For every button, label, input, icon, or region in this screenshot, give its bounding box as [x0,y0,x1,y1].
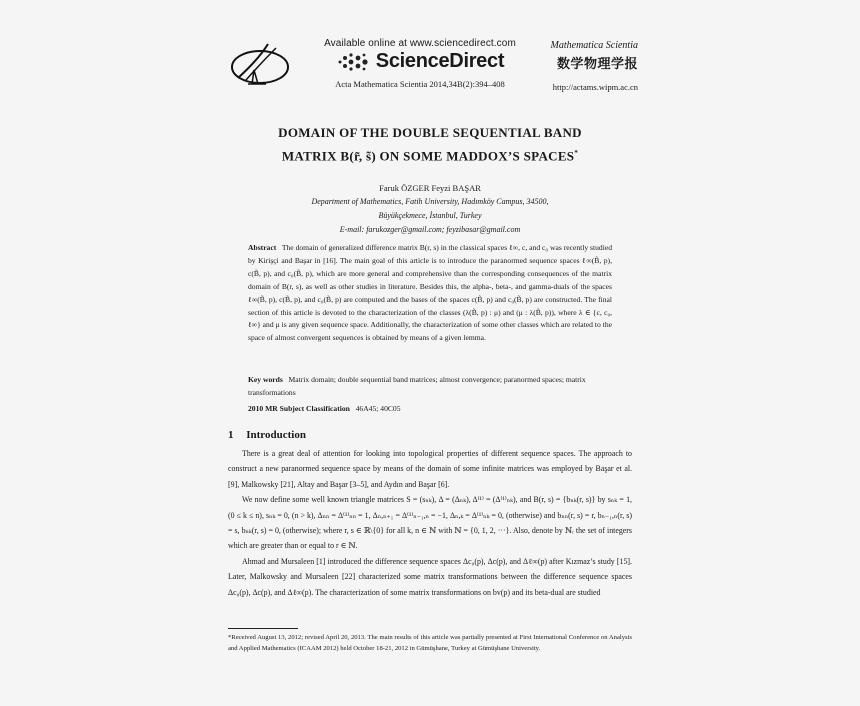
paper-header [228,38,638,108]
title-line-1: DOMAIN OF THE DOUBLE SEQUENTIAL BAND [278,125,582,140]
section-title: Introduction [246,429,306,441]
section-heading [228,429,306,441]
paragraph-2: We now define some well known triangle matrices S = (sₙₖ), Δ = (Δₙₖ), Δ⁽¹⁾ = (Δ⁽¹⁾ₙₖ), and B(r, s) = {bₙₖ(r, s)} by sₙₖ = 1, (0 ≤ k ≤ n), sₙₖ = 0, (n > k), Δₙₙ = Δ⁽¹⁾ₙₙ = 1, Δₙ,ₙ₊₁ = Δ⁽¹⁾ₙ₋₁,ₙ = −1, Δₙ,ₖ = Δ⁽¹⁾ₙₖ = 0, (otherwise) and bₙₙ(r, s) = r, bₙ₋₁,ₙ(r, s) = s, bₙₖ(r, s) = 0, (otherwise); where r, s ∈ ℝ\{0} for all k, n ∈ ℕ with ℕ = {0, 1, 2, ···}. Also, denote by ℕᵣ the set of integers which are greater than or equal to r ∈ ℕ. [228,495,632,551]
keywords [248,373,612,399]
sciencedirect-dots-icon [336,52,370,72]
journal-citation: Acta Mathematica Scientia 2014,34B(2):394–408 [335,79,505,89]
keywords-label: Key words [248,375,283,384]
sciencedirect-block [310,38,530,89]
abstract [248,242,612,345]
msc-classification [248,404,612,413]
keywords-text: Matrix domain; double sequential band matrices; almost convergence; paranormed spaces; matrix transformations [248,375,586,397]
author-email: E-mail: farukozger@gmail.com; feyzibasar@gmail.com [339,225,521,234]
journal-url: http://actams.wipm.ac.cn [552,82,638,92]
abstract-label: Abstract [248,243,277,252]
body-text [228,446,632,600]
affiliation-line-1: Department of Mathematics, Fatih University, Hadımköy Campus, 34500, [311,197,549,206]
author-block [228,181,632,237]
section-number: 1 [228,429,234,441]
journal-latin-name: Mathematica Scientia [550,40,638,51]
abstract-text: The domain of generalized difference matrix B(r, s) in the classical spaces ℓ∞, c, and c₀ was recently studied by Kirişçi and Başar in [16]. The main goal of this article is to introduce the paranormed sequence spaces ℓ∞(B̃, p), c(B̃, p), and c₀(B̃, p), which are more general and comprehensive than the corresponding consequences of the matrix domain of B(r, s), as well as other studies in literature. Besides this, the alpha-, beta-, and gamma-duals of the spaces ℓ∞(B̃, p), c(B̃, p), and c₀(B̃, p) are computed and the bases of the spaces c(B̃, p) and c₀(B̃, p) are constructed. The final section of this article is devoted to the characterization of the classes (λ(B̃, p) : μ) and (μ : λ(B̃, p)), where λ ∈ {c, c₀, ℓ∞} and μ is any given sequence space. Additionally, the characterization of some other classes which are related to the space of almost convergent sequences is obtained by means of a given lemma. [248,243,612,343]
author-names: Faruk ÖZGER Feyzi BAŞAR [379,183,481,193]
title-footnote-mark: * [574,149,579,157]
paragraph-1: There is a great deal of attention for looking into topological properties of different sequence spaces. The approach to construct a new paranormed sequence space by means of the domain of some infinite matrices was employed by Başar et al. [9], Malkowsky [21], Altay and Başar [3–5], and Aydın and Başar [6]. [228,449,632,489]
journal-chinese-name: 数学物理学报 [556,57,638,72]
publisher-logo-icon [228,40,292,88]
footnote: *Received August 13, 2012; revised April 20, 2013. The main results of this article was partially presented at First International Conference on Analysis and Applied Mathematics (ICAAM 2012) held October 18-21, 2012 in Gümüşhane, Turkey at Gümüşhane University. [228,634,632,652]
paragraph-3: Ahmad and Mursaleen [1] introduced the difference sequence spaces Δc₀(p), Δc(p), and Δℓ∞(p) after Kızmaz’s study [15]. Later, Malkowsky and Mursaleen [22] characterized some matrix transformations between the difference sequence spaces Δc₀(p), Δc(p), and Δℓ∞(p). The characterization of some matrix transformations on bv(p) and its beta-dual are studied [228,556,632,597]
msc-codes: 46A45; 40C05 [355,404,401,413]
title-line-2: MATRIX B(r̃, s̃) ON SOME MADDOX’S SPACES* [281,148,579,164]
footnote-rule [228,628,298,629]
sciencedirect-brand [310,50,530,73]
sciencedirect-name: ScienceDirect [375,50,505,72]
available-online-text: Available online at www.sciencedirect.com [324,38,516,49]
msc-label: 2010 MR Subject Classification [248,404,350,413]
journal-logo-block [528,40,638,92]
affiliation-line-2: Büyükçekmece, İstanbul, Turkey [378,211,482,220]
paper-title [228,123,632,166]
